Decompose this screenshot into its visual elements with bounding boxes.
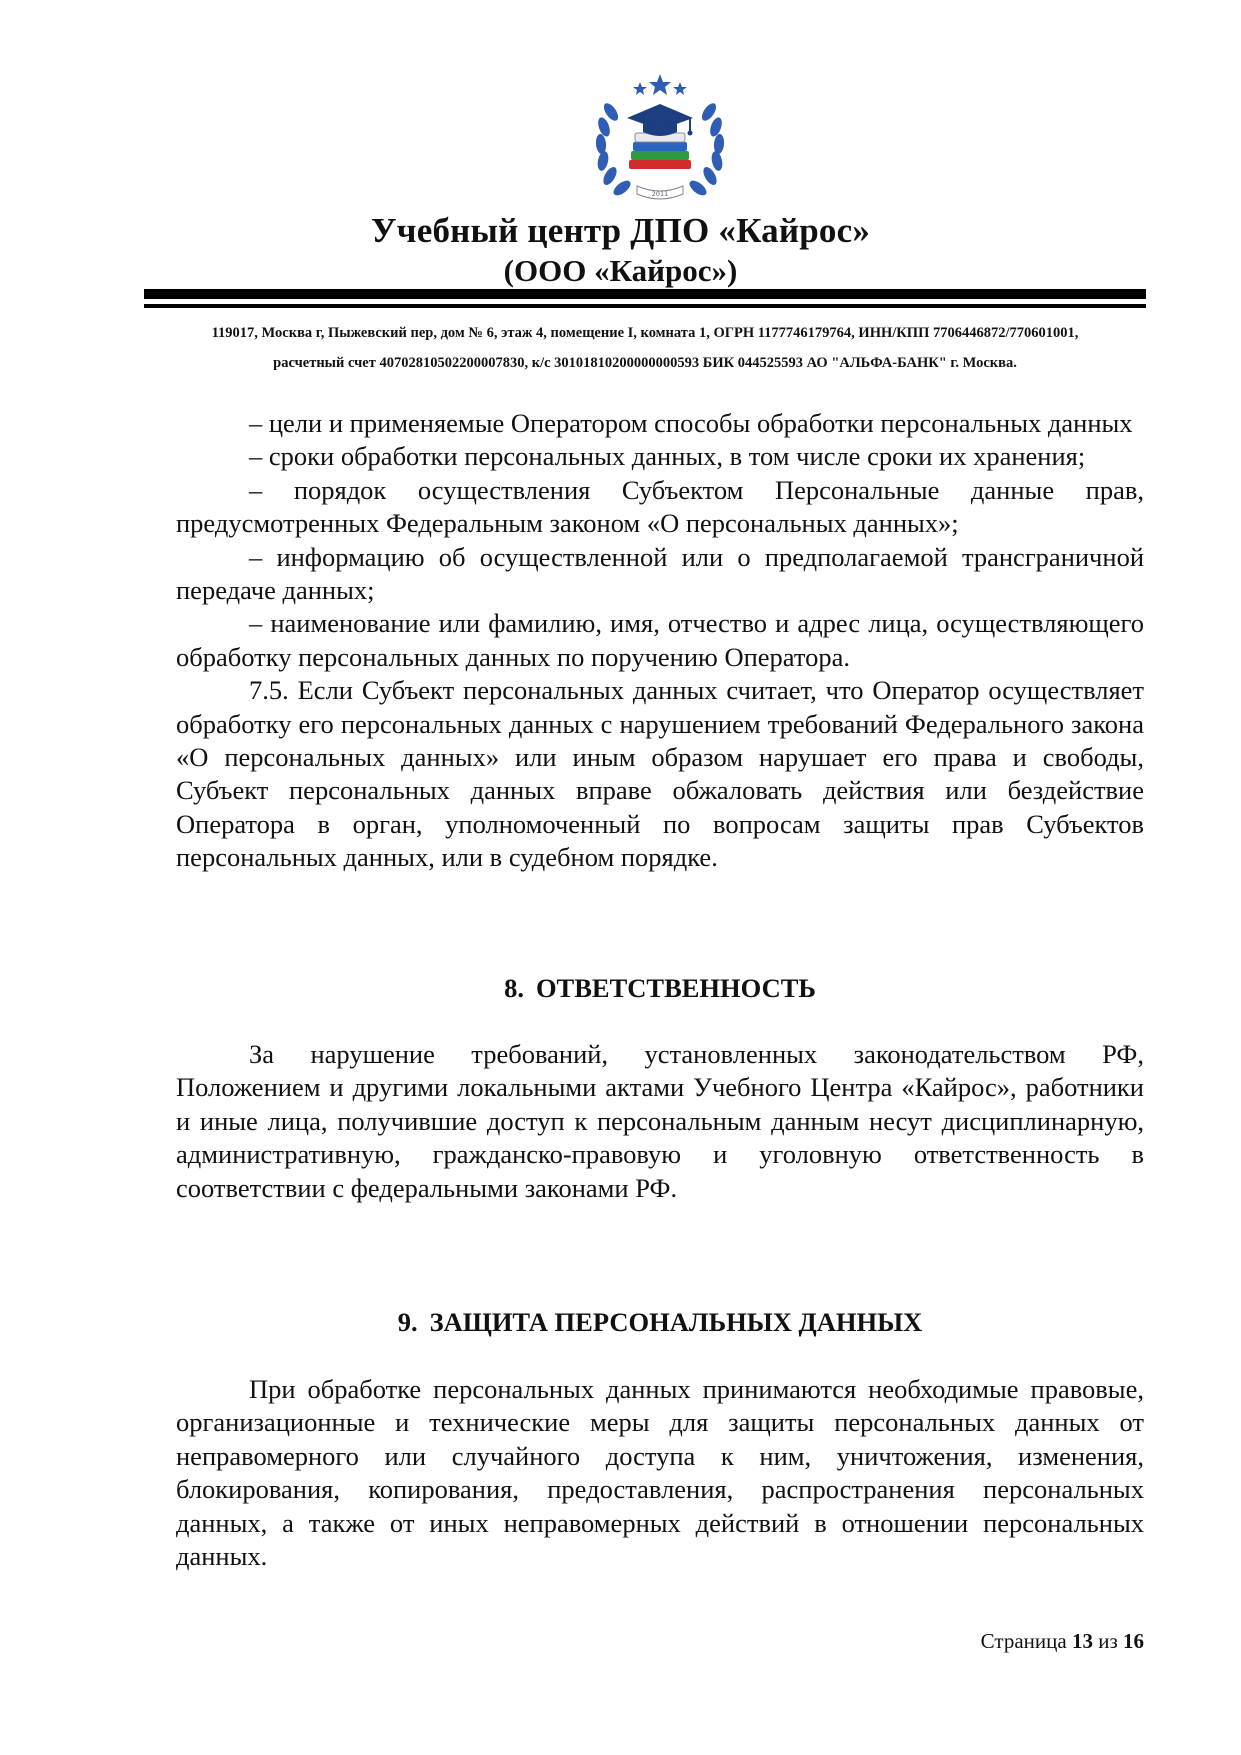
section-8-body [176, 1038, 1144, 1205]
header-divider-thin [144, 304, 1146, 308]
section-8-heading [176, 972, 1144, 1005]
section-8-title: ОТВЕТСТВЕННОСТЬ [535, 973, 816, 1003]
header-divider-thick [144, 289, 1146, 299]
organization-logo [585, 72, 735, 208]
section-8-number: 8. [504, 973, 524, 1003]
section-8-paragraph: За нарушение требований, установленных законодательством РФ, Положением и другими локальными актами Учебного Центра «Кайрос», работники и иные лица, получившие доступ к персональным данным несут дисциплинарную, административную, гражданско-правовую и уголовную ответственность в соответствии с федеральными законами РФ. [176, 1039, 1144, 1203]
body-paragraph: – порядок осуществления Субъектом Персональные данные прав, предусмотренных Федеральным законом «О персональных данных»; [176, 474, 1144, 539]
organization-name: Учебный центр ДПО «Кайрос» [370, 211, 871, 250]
stars-icon [633, 74, 687, 95]
organization-requisites [144, 318, 1146, 378]
section-9-heading [176, 1306, 1144, 1339]
of-word: из [1098, 1629, 1118, 1653]
body-paragraph: – цели и применяемые Оператором способы обработки персональных данных [249, 408, 1133, 438]
books-icon [629, 133, 691, 169]
graduation-cap-icon [627, 104, 693, 136]
section-9-title: ЗАЩИТА ПЕРСОНАЛЬНЫХ ДАННЫХ [429, 1307, 923, 1337]
body-paragraph: – сроки обработки персональных данных, в том числе сроки их хранения; [249, 441, 1086, 472]
body-paragraph: – информацию об осуществленной или о предполагаемой трансграничной передаче данных; [176, 541, 1144, 606]
page-word: Страница [980, 1629, 1067, 1653]
section-9-number: 9. [397, 1307, 418, 1337]
body-paragraph: – наименование или фамилию, имя, отчество и адрес лица, осуществляющего обработку персональных данных по поручению Оператора. [176, 608, 1144, 672]
requisites-line-1: 119017, Москва г, Пыжевский пер, дом № 6, этаж 4, помещение I, комната 1, ОГРН 1177746179764, ИНН/КПП 7706446872/770601001, [211, 325, 1079, 341]
document-body-top [176, 407, 1144, 875]
logo-year-text: 2011 [651, 190, 669, 198]
organization-legal-name: (ООО «Кайрос») [503, 253, 738, 288]
page-number-footer [981, 1628, 1144, 1654]
page-current: 13 [1071, 1629, 1093, 1653]
ribbon-year [637, 186, 683, 199]
page-total: 16 [1123, 1629, 1144, 1653]
body-paragraph: 7.5. Если Субъект персональных данных считает, что Оператор осуществляет обработку его персональных данных с нарушением требований Федерального закона «О персональных данных» или иным образом нарушает его права и свободы, Субъект персональных данных вправе обжаловать действия или бездействие Оператора в орган, уполномоченный по вопросам защиты прав Субъектов персональных данных, или в судебном порядке. [176, 675, 1144, 873]
section-9-paragraph: При обработке персональных данных принимаются необходимые правовые, организационные и технические меры для защиты персональных данных от неправомерного или случайного доступа к ним, уничтожения, изменения, блокирования, копирования, предоставления, распространения персональных данных, а также от иных неправомерных действий в отношении персональных данных. [176, 1374, 1144, 1572]
section-9-body [176, 1373, 1144, 1573]
requisites-line-2: расчетный счет 40702810502200007830, к/с 30101810200000000593 БИК 044525593 АО "АЛЬФА-БАНК" г. Москва. [273, 355, 1017, 371]
